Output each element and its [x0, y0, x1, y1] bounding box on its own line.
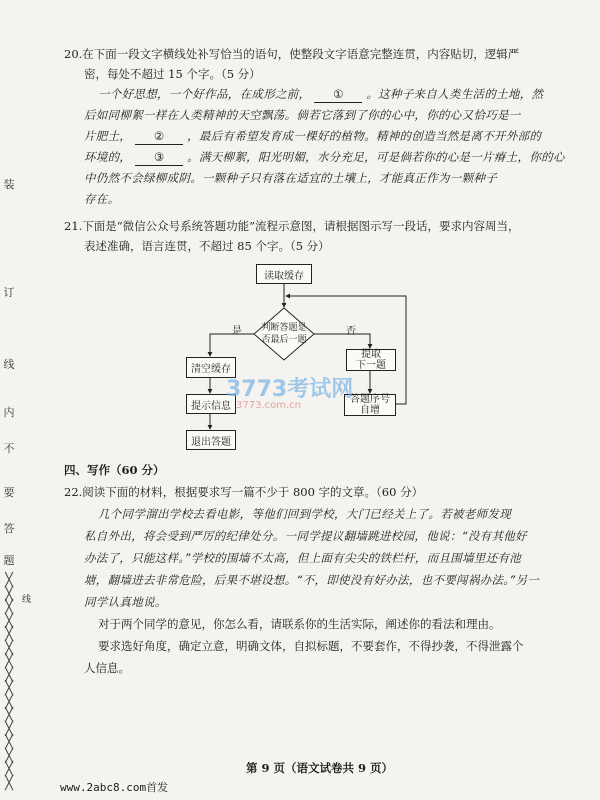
page-number: 第 9 页（语文试卷共 9 页） [246, 761, 394, 775]
binding-x-icon: ╳ [5, 708, 13, 723]
binding-strip [0, 0, 32, 800]
q20-passage-text: 。满天柳絮，阳光明媚，水分充足，可是倘若你的心是一片瘠土，你的心 [187, 150, 565, 164]
flow-read-cache: 读取缓存 [256, 264, 312, 284]
binding-x-icon: ╳ [5, 681, 13, 696]
q20-passage-line1 [98, 86, 543, 103]
q20-passage-line4 [84, 149, 565, 166]
flow-extract-line: 提取 [361, 349, 381, 360]
flowchart [180, 258, 440, 458]
binding-x-icon: ╳ [5, 762, 13, 777]
source-site: www.2abc8.com首发 [60, 781, 169, 794]
q22-material-line3: 办法了，只能这样。”学校的围墙不太高，但上面有尖尖的铁栏杆，而且围墙里还有池 [84, 551, 522, 565]
binding-x-icon: ╳ [5, 573, 13, 588]
binding-x-icon: ╳ [5, 654, 13, 669]
binding-char: 订 [3, 286, 15, 299]
q21-prompt-line2: 表述准确，语言连贯，不超过 85 个字。（5 分） [84, 239, 330, 253]
binding-x-icon: ╳ [5, 748, 13, 764]
q22-material-line2: 私自外出，将会受到严厉的纪律处分。一同学提议翻墙跳进校园，他说：“没有其他好 [84, 529, 527, 543]
flow-prompt-info: 提示信息 [186, 394, 236, 414]
q20-passage-text: 一个好思想，一个好作品，在成形之前， [98, 87, 311, 101]
binding-x-icon: ╳ [5, 613, 13, 629]
binding-x-icon: ╳ [5, 640, 13, 656]
flow-seq-line: 自增 [360, 405, 380, 416]
q20-passage-text: ，最后有希望发育成一棵好的植物。精神的创造当然是离不开外部的 [187, 129, 542, 143]
q20-prompt-line1: 20.在下面一段文字横线处补写恰当的语句，使整段文字语意完整连贯，内容贴切，逻辑严 [64, 47, 520, 61]
q20-passage-line6: 存在。 [84, 192, 120, 206]
q22-requirement-line1: 对于两个同学的意见，你怎么看，请联系你的生活实际，阐述你的看法和理由。 [98, 617, 501, 631]
watermark-logo: 3773考试网 [226, 377, 354, 402]
q22-requirement-line3: 人信息。 [84, 661, 130, 675]
flow-judge-last-question [254, 322, 314, 346]
q22-material-line4: 塘，翻墙进去非常危险，后果不堪设想。“不，即使没有好办法，也不要闯祸办法。”另一 [84, 573, 540, 587]
binding-char: 答 [3, 522, 15, 535]
binding-x-icon: ╳ [5, 627, 13, 642]
q20-passage-text: 。这种子来自人类生活的土地，然 [366, 87, 544, 101]
binding-x-icon: ╳ [5, 667, 13, 683]
q22-requirement-line2: 要求选好角度，确定立意，明确文体，自拟标题，不要套作，不得抄袭，不得泄露个 [98, 639, 524, 653]
flow-judge-line: 判断答题是 [261, 323, 307, 333]
binding-char: 线 [3, 358, 15, 371]
flow-seq-line: 答题序号 [350, 394, 390, 405]
binding-x-icon: ╳ [5, 775, 13, 791]
binding-line-word: 线 [22, 595, 32, 605]
q22-material-line1: 几个同学溜出学校去看电影，等他们回到学校，大门已经关上了。若被老师发现 [98, 507, 511, 521]
q20-passage-text: 环境的， [84, 150, 132, 164]
binding-x-icon: ╳ [5, 735, 13, 750]
binding-char: 不 [3, 442, 15, 455]
q20-passage-line3 [84, 128, 541, 145]
binding-char: 要 [3, 486, 15, 499]
flow-clear-cache: 清空缓存 [186, 357, 236, 378]
q22-material-line5: 同学认真地说。 [84, 595, 167, 609]
binding-x-icon: ╳ [5, 600, 13, 615]
q20-passage-text: 片肥土， [84, 129, 132, 143]
q20-blank-1: ① [314, 86, 362, 103]
q20-prompt-line2: 密，每处不超过 15 个字。（5 分） [84, 67, 261, 81]
flow-exit: 退出答题 [186, 430, 236, 450]
binding-char: 装 [3, 178, 15, 191]
binding-x-icon: ╳ [5, 586, 13, 602]
flow-extract-line: 下一题 [356, 360, 386, 371]
section-four-heading: 四、写作（60 分） [64, 463, 165, 477]
binding-char: 题 [3, 554, 15, 567]
binding-char: 内 [3, 406, 15, 419]
q20-passage-line2: 后如同柳絮一样在人类精神的天空飘荡。倘若它落到了你的心中，你的心又恰巧是一 [84, 108, 521, 122]
q20-passage-line5: 中仍然不会绿柳成阴。一颗种子只有落在适宜的土壤上，才能真正作为一颗种子 [84, 171, 497, 185]
q20-blank-3: ③ [135, 149, 183, 166]
binding-x-icon: ╳ [5, 694, 13, 710]
q21-prompt-line1: 21.下面是“微信公众号系统答题功能”流程示意图，请根据图示写一段话，要求内容周当， [64, 219, 520, 233]
binding-x-icon: ╳ [5, 721, 13, 737]
q20-blank-2: ② [135, 128, 183, 145]
flow-label-yes: 是 [232, 326, 242, 337]
q22-prompt-line1: 22.阅读下面的材料，根据要求写一篇不少于 800 字的文章。（60 分） [64, 485, 424, 499]
flow-label-no: 否 [346, 326, 356, 337]
flow-extract-next [346, 349, 396, 371]
watermark-url: 3773.com.cn [236, 400, 301, 411]
flow-judge-line: 否最后一题 [261, 335, 307, 345]
